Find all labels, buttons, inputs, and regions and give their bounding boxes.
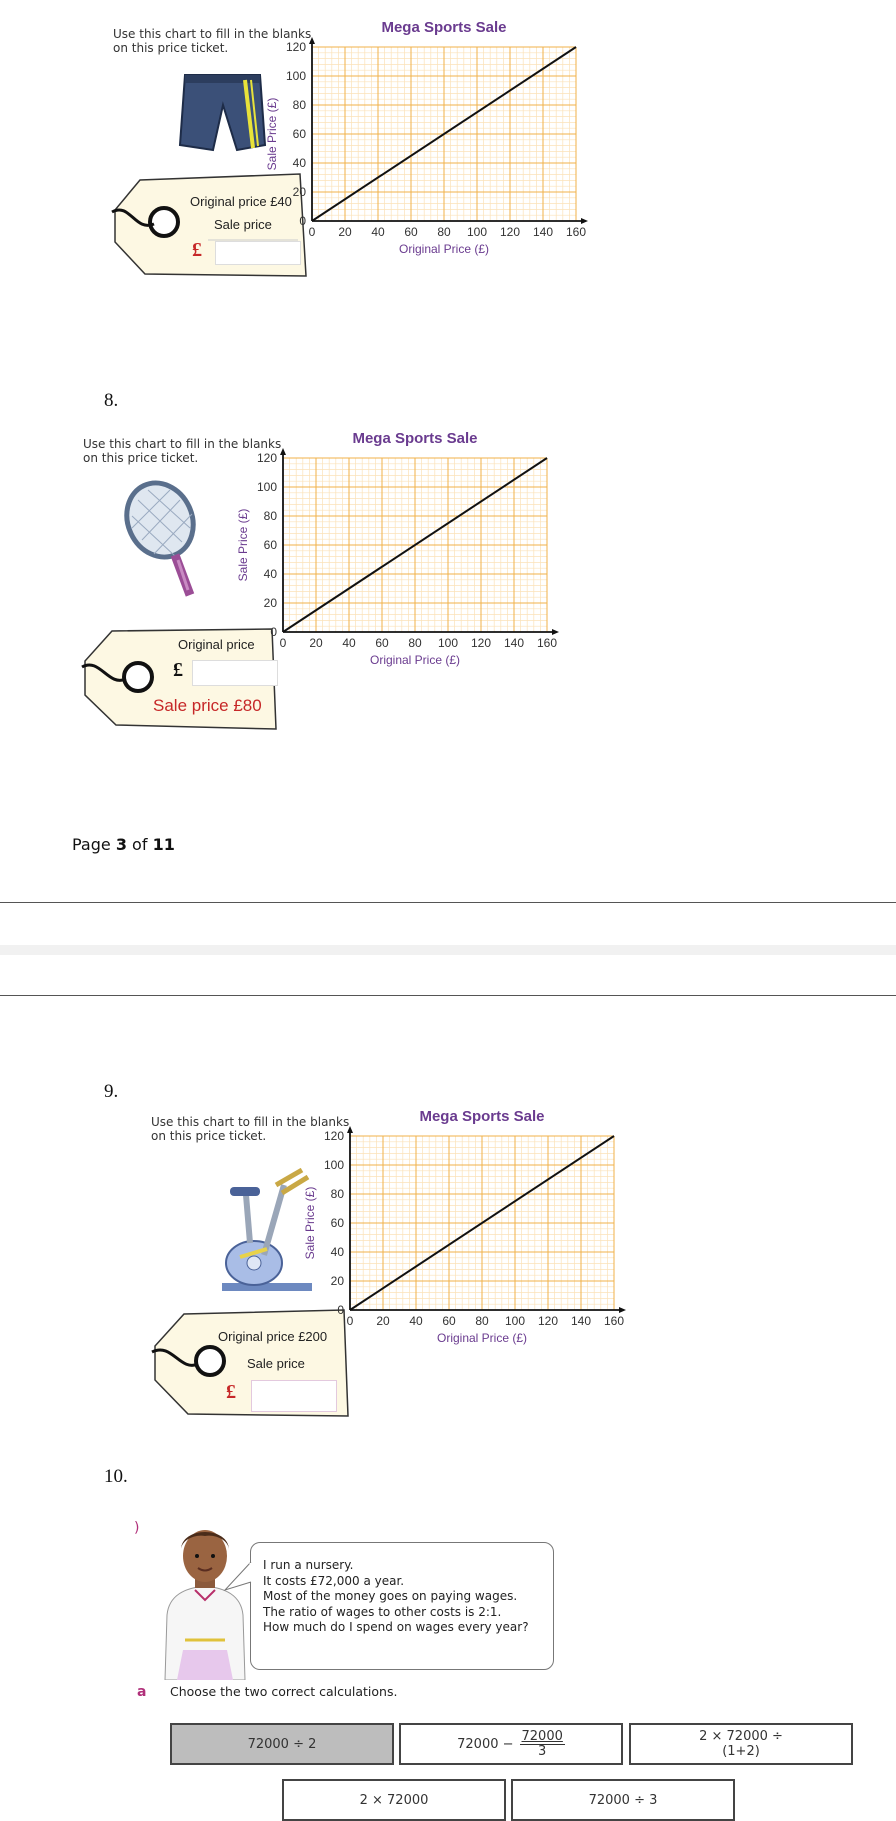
y-tick-label: 120 [256, 451, 277, 465]
ticket-pound-sign: £ [192, 239, 202, 261]
part-marker: ) [134, 1520, 140, 1536]
x-tick-label: 160 [603, 1314, 625, 1328]
instruction-text: Use this chart to fill in the blanks on this price ticket. [113, 27, 312, 55]
x-axis-arrow [619, 1307, 626, 1313]
x-axis-label: Original Price (£) [369, 653, 461, 667]
part-instruction: Choose the two correct calculations. [170, 1684, 398, 1699]
x-tick-label: 0 [308, 225, 316, 239]
y-tick-label: 40 [292, 156, 306, 170]
x-axis-label: Original Price (£) [436, 1331, 528, 1345]
x-tick-label: 160 [565, 225, 587, 239]
x-tick-label: 160 [536, 636, 558, 650]
x-tick-label: 20 [309, 636, 323, 650]
sale-chart [250, 20, 640, 300]
x-tick-label: 120 [470, 636, 492, 650]
ticket-pound-sign: £ [226, 1381, 236, 1403]
x-tick-label: 140 [570, 1314, 592, 1328]
y-axis-label: Sale Price (£) [236, 508, 250, 582]
tennis-racket-image [120, 480, 210, 610]
x-tick-label: 20 [376, 1314, 390, 1328]
x-tick-label: 40 [409, 1314, 423, 1328]
speech-text: I run a nursery. It costs £72,000 a year. Most of the money goes on paying wages. The ratio of wages to other costs is 2:1. How much do I spend on wages every year? [263, 1558, 529, 1634]
y-tick-label: 80 [292, 98, 306, 112]
x-tick-label: 0 [346, 1314, 354, 1328]
speech-bubble-tail [223, 1560, 253, 1600]
nursery-worker-image [155, 1520, 255, 1680]
x-tick-label: 60 [404, 225, 418, 239]
y-axis-arrow [347, 1126, 353, 1133]
x-tick-label: 140 [503, 636, 525, 650]
page-indicator: Page 3 of 11 [72, 835, 175, 854]
choice-option[interactable]: 2 × 72000 ÷ (1+2) [629, 1723, 853, 1765]
y-tick-label: 20 [330, 1274, 344, 1288]
y-tick-label: 0 [299, 214, 306, 228]
y-tick-label: 120 [323, 1129, 344, 1143]
fraction: $\frac{72000}{3}$ [521, 1728, 563, 1759]
x-tick-label: 100 [504, 1314, 526, 1328]
x-tick-label: 20 [338, 225, 352, 239]
y-tick-label: 0 [337, 1303, 344, 1317]
x-tick-label: 60 [375, 636, 389, 650]
y-tick-label: 0 [270, 625, 277, 639]
y-tick-label: 60 [263, 538, 277, 552]
y-tick-label: 100 [256, 480, 277, 494]
part-label: a [137, 1684, 147, 1700]
choice-option[interactable]: 72000 ÷ 2 [170, 1723, 394, 1765]
y-tick-label: 20 [263, 596, 277, 610]
question-number: 10. [104, 1466, 128, 1487]
instruction-text: Use this chart to fill in the blanks on this price ticket. [83, 437, 282, 465]
y-tick-label: 120 [285, 40, 306, 54]
question-number: 8. [104, 390, 119, 411]
y-tick-label: 80 [263, 509, 277, 523]
x-tick-label: 80 [475, 1314, 489, 1328]
y-axis-label: Sale Price (£) [303, 1186, 317, 1260]
sale-chart [221, 431, 611, 711]
chart-title: Mega Sports Sale [419, 1109, 545, 1125]
x-axis-arrow [581, 218, 588, 224]
ticket-sale-price: Sale price £80 [153, 696, 262, 715]
y-tick-label: 100 [323, 1158, 344, 1172]
ticket-sale-price: Sale price [214, 217, 272, 232]
x-tick-label: 60 [442, 1314, 456, 1328]
x-tick-label: 100 [466, 225, 488, 239]
y-tick-label: 40 [263, 567, 277, 581]
choice-option[interactable]: 72000 − $\frac{72000}{3}$ [399, 1723, 623, 1765]
x-axis-label: Original Price (£) [398, 242, 490, 256]
ticket-pound-sign: £ [173, 659, 183, 681]
x-tick-label: 40 [342, 636, 356, 650]
y-axis-arrow [280, 448, 286, 455]
page-divider [0, 995, 896, 996]
x-axis-arrow [552, 629, 559, 635]
y-tick-label: 20 [292, 185, 306, 199]
question-number: 9. [104, 1081, 119, 1102]
y-tick-label: 60 [292, 127, 306, 141]
page-divider [0, 902, 896, 903]
instruction-text: Use this chart to fill in the blanks on this price ticket. [151, 1115, 350, 1143]
page-gap [0, 945, 896, 955]
x-tick-label: 80 [408, 636, 422, 650]
ticket-original-price: Original price [178, 637, 255, 652]
ticket-original-price: Original price £40 [190, 194, 292, 209]
y-axis-label: Sale Price (£) [265, 97, 279, 171]
choice-option[interactable]: 2 × 72000 [282, 1779, 506, 1821]
y-tick-label: 80 [330, 1187, 344, 1201]
x-tick-label: 120 [537, 1314, 559, 1328]
chart-title: Mega Sports Sale [352, 431, 478, 447]
x-tick-label: 80 [437, 225, 451, 239]
y-axis-arrow [309, 37, 315, 44]
ticket-sale-price: Sale price [247, 1356, 305, 1371]
sale-chart [288, 1109, 678, 1389]
y-tick-label: 100 [285, 69, 306, 83]
x-tick-label: 140 [532, 225, 554, 239]
y-tick-label: 40 [330, 1245, 344, 1259]
x-tick-label: 0 [279, 636, 287, 650]
ticket-original-price: Original price £200 [218, 1329, 328, 1344]
x-tick-label: 120 [499, 225, 521, 239]
y-tick-label: 60 [330, 1216, 344, 1230]
x-tick-label: 40 [371, 225, 385, 239]
x-tick-label: 100 [437, 636, 459, 650]
chart-title: Mega Sports Sale [381, 20, 507, 36]
choice-option[interactable]: 72000 ÷ 3 [511, 1779, 735, 1821]
